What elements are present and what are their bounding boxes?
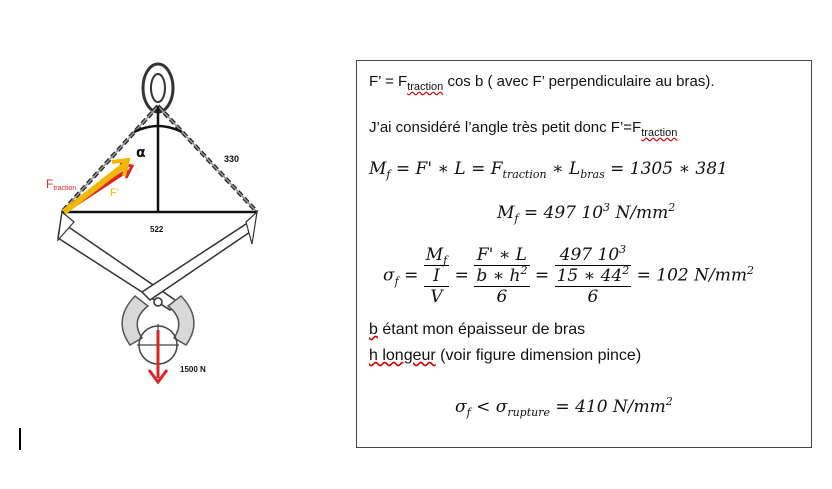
line-small-angle-assumption: J’ai considéré l’angle très petit donc $F’=F_{traction}$ xyxy=(369,119,678,139)
fraction-fl-over-bh2: F' ∗ L b ∗ $h^2$ 6 xyxy=(476,245,528,307)
line-f-prime-definition: F’ = $F_{traction}$ cos b ( avec F’ perpendiculaire au bras). xyxy=(369,73,715,93)
text-cursor xyxy=(19,428,21,450)
fraction-numeric: 497 $10^3$ 15 ∗ $44^2$ 6 xyxy=(556,243,630,307)
calculation-box xyxy=(356,60,812,448)
line-b-definition: b étant mon épaisseur de bras xyxy=(369,321,586,338)
alpha-label: α xyxy=(136,145,146,161)
equation-moment-result: $M_f = 497$ $10^3$ $N/mm^2$ xyxy=(497,201,676,225)
left-jaw xyxy=(122,296,148,345)
line-h-definition: h longeur (voir figure dimension pince) xyxy=(369,347,642,364)
equation-stress: $\sigma_f$ = $M_f$ I V = F' ∗ L b ∗ $h^2$ 6 = 497 $10^3$ 15 ∗ $44^2$ 6 = 102 $N/mm^2$ xyxy=(383,243,754,307)
f-prime-label: F' xyxy=(110,187,119,199)
lifting-clamp-diagram xyxy=(0,0,340,400)
equation-moment: $M_f = F'$ ∗ $L = F_{traction}$ ∗ $L_{bras} = 1305$ ∗ 381 xyxy=(369,159,728,181)
fraction-mf-over-i-v: $M_f$ I V xyxy=(425,245,448,307)
right-jaw xyxy=(168,296,194,345)
chain-length-label: 330 xyxy=(224,154,240,164)
lifting-ring xyxy=(143,64,173,112)
pivot-pin xyxy=(154,298,162,306)
equation-rupture-check: $\sigma_f < \sigma_{rupture} = 410$ $N/mm^2$ xyxy=(455,395,673,419)
load-label: 1500 N xyxy=(180,365,206,374)
arm-span-label: 522 xyxy=(150,225,164,234)
f-traction-label: Ftraction xyxy=(46,177,77,192)
